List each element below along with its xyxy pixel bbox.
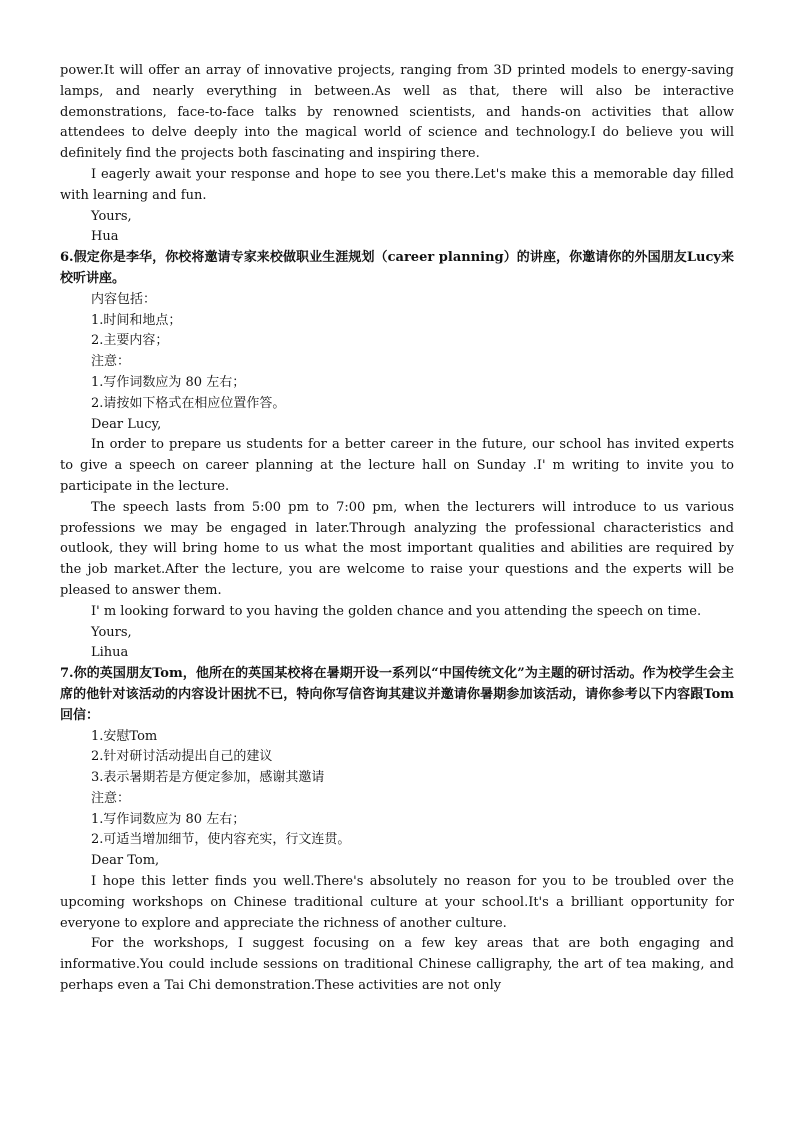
text-line: 1.时间和地点；: [91, 312, 182, 328]
text-line: Yours,: [91, 208, 132, 224]
text-line: Lihua: [91, 645, 129, 661]
question-prompt: 6.假定你是李华，你校将邀请专家来校做职业生涯规划（career planning）的讲座，你邀请你的外国朋友Lucy来校听讲座。: [60, 250, 734, 286]
text-line: 1.写作词数应为 80 左右；: [91, 374, 246, 390]
text-line: 内容包括：: [91, 291, 157, 307]
paragraph: In order to prepare us students for a better career in the future, our school has invited experts to give a speech on career planning at the lecture hall on Sunday .I' m writing to invite you to participate in the lecture.: [60, 437, 734, 494]
text-line: 2.可适当增加细节，使内容充实，行文连贯。: [91, 832, 351, 848]
text-line: 1.写作词数应为 80 左右；: [91, 811, 246, 827]
paragraph: I hope this letter finds you well.There's absolutely no reason for you to be troubled over the upcoming workshops on Chinese traditional culture at your school.It's a brilliant opportunity for everyone to explore and appreciate the richness of another culture.: [60, 874, 734, 931]
question-prompt: 7.你的英国朋友Tom，他所在的英国某校将在暑期开设一系列以“中国传统文化”为主题的研讨活动。作为校学生会主席的他针对该活动的内容设计困扰不已，特向你写信咨询其建议并邀请你暑期参加该活动，请你参考以下内容跟Tom回信：: [60, 666, 734, 723]
text-line: 1.安慰Tom: [91, 728, 158, 744]
text-line: Hua: [91, 229, 119, 245]
text-line: 2.针对研讨活动提出自己的建议: [91, 749, 273, 765]
text-line: Dear Lucy,: [91, 416, 162, 432]
text-line: 2.主要内容；: [91, 333, 169, 349]
paragraph: For the workshops, I suggest focusing on a few key areas that are both engaging and informative.You could include sessions on traditional Chinese calligraphy, the art of tea making, and perhaps even a Tai Chi demonstration.These activities are not only: [60, 936, 734, 994]
paragraph: I eagerly await your response and hope to see you there.Let's make this a memorable day filled with learning and fun.: [60, 166, 734, 203]
paragraph: The speech lasts from 5:00 pm to 7:00 pm, when the lecturers will introduce to us various professions we may be engaged in later.Through analyzing the professional characteristics and outlook, they will bring home to us what the most important qualities and abilities are required by the job market.After the lecture, you are welcome to raise your questions and the experts will be pleased to answer them.: [60, 499, 734, 598]
text-line: 3.表示暑期若是方便定参加，感谢其邀请: [91, 770, 325, 786]
text-line: 2.请按如下格式在相应位置作答。: [91, 395, 286, 411]
paragraph: power.It will offer an array of innovative projects, ranging from 3D printed models to energy-saving lamps, and nearly everything in between.As well as that, there will also be interactive demonstrations, face-to-face talks by renowned scientists, and hands-on activities that allow attendees to delve deeply into the magical world of science and technology.I do believe you will definitely find the projects both fascinating and inspiring there.: [60, 63, 734, 162]
text-line: Yours,: [91, 624, 132, 640]
paragraph: I' m looking forward to you having the golden chance and you attending the speech on time.: [91, 603, 702, 619]
text-line: 注意：: [91, 790, 131, 806]
text-line: 注意：: [91, 354, 131, 370]
text-line: Dear Tom,: [91, 853, 160, 869]
